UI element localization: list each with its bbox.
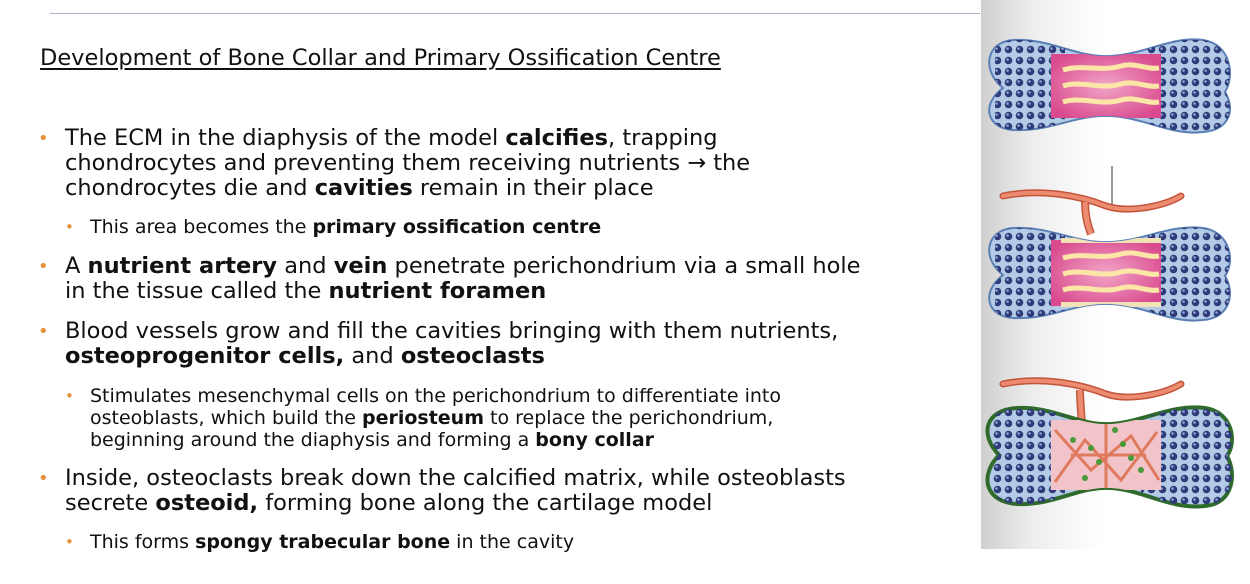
slide-title: Development of Bone Collar and Primary Ossification Centre [40, 45, 721, 71]
sub-bullet-3-line-2: osteoblasts, which build the periosteum to replace the perichondrium, [90, 407, 774, 429]
sub-bullet-1: This area becomes the primary ossification centre [90, 216, 602, 238]
cartilage-model-stage-1 [989, 39, 1236, 135]
top-divider [50, 13, 980, 14]
bullet-1-line-1: The ECM in the diaphysis of the model calcifies, trapping [65, 125, 718, 151]
bullet-marker: • [38, 256, 49, 277]
sub-bullet-marker: • [65, 387, 74, 405]
bullet-1-line-3: chondrocytes die and cavities remain in their place [65, 175, 654, 201]
sub-bullet-3-line-1: Stimulates mesenchymal cells on the perichondrium to differentiate into [90, 385, 781, 407]
sub-bullet-4: This forms spongy trabecular bone in the cavity [90, 531, 575, 553]
sub-bullet-marker: • [65, 533, 74, 551]
bone-collar-stage-3 [987, 381, 1236, 512]
bullet-4-line-2: secrete osteoid, forming bone along the cartilage model [65, 490, 713, 516]
sub-bullet-marker: • [65, 218, 74, 236]
bullet-marker: • [38, 128, 49, 149]
bullet-3-line-2: osteoprogenitor cells, and osteoclasts [65, 343, 545, 369]
bullet-marker: • [38, 468, 49, 489]
bone-development-illustration [981, 0, 1250, 549]
sub-bullet-3-line-3: beginning around the diaphysis and forming a bony collar [90, 429, 655, 451]
bone-stages-svg [981, 0, 1250, 549]
bullet-2-line-2: in the tissue called the nutrient foramen [65, 278, 547, 304]
bullet-3-line-1: Blood vessels grow and fill the cavities bringing with them nutrients, [65, 318, 839, 344]
cartilage-model-stage-2 [989, 166, 1236, 326]
bullet-1-line-2: chondrocytes and preventing them receiving nutrients → the [65, 150, 751, 176]
bullet-4-line-1: Inside, osteoclasts break down the calcified matrix, while osteoblasts [65, 465, 846, 491]
bullet-marker: • [38, 321, 49, 342]
bullet-2-line-1: A nutrient artery and vein penetrate perichondrium via a small hole [65, 253, 861, 279]
